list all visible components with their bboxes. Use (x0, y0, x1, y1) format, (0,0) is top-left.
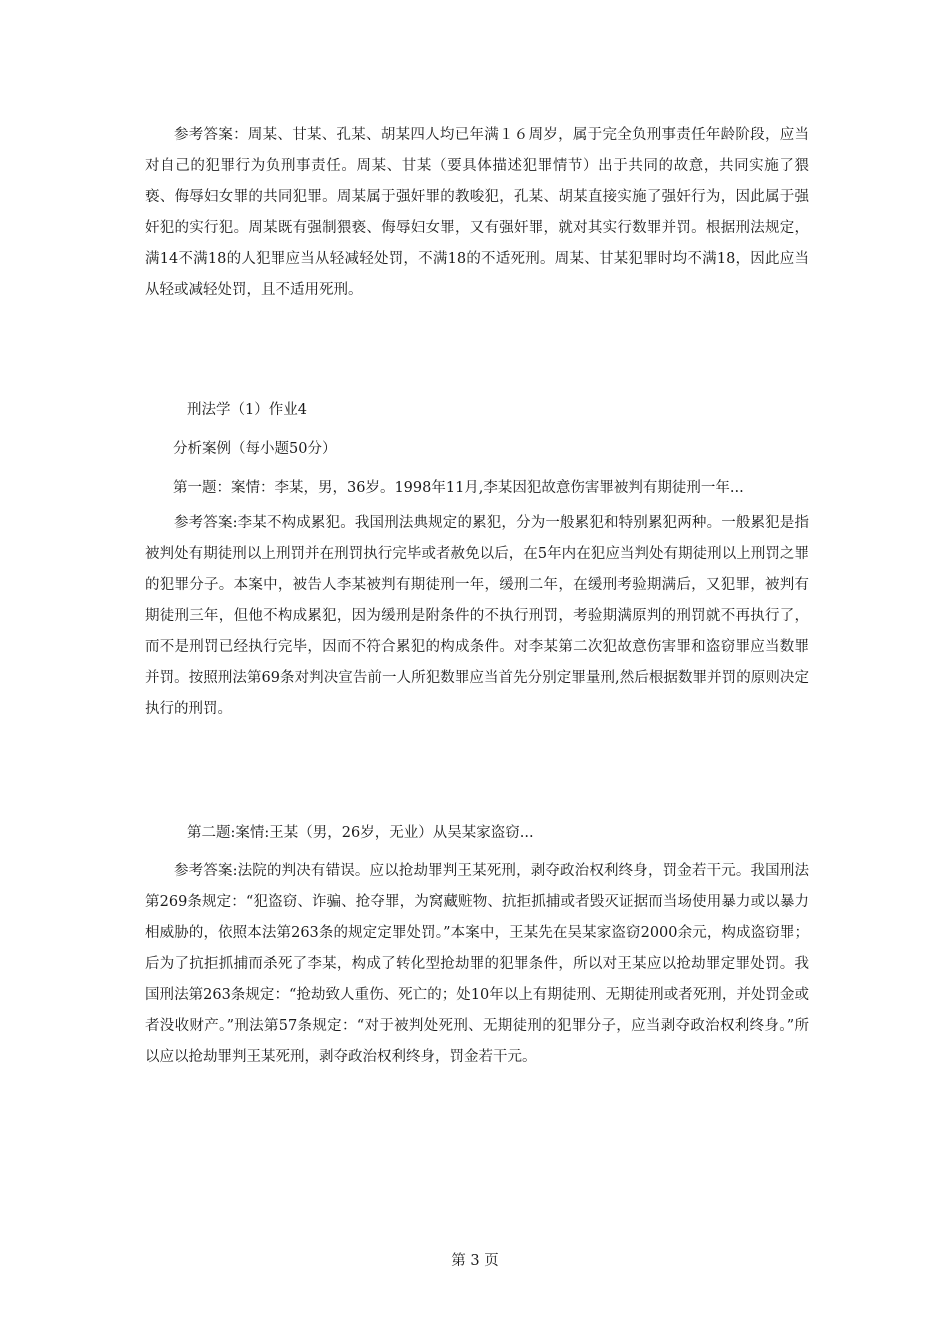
section-title: 刑法学（1）作业4 (187, 402, 307, 418)
question-2-answer: 参考答案:法院的判决有错误。应以抢劫罪判王某死刑，剥夺政治权利终身，罚金若干元。我国刑法第269条规定：“犯盗窃、诈骗、抢夺罪，为窝藏赃物、抗拒抓捕或者毁灭证据而当场使用暴力或以暴力相威胁的，依照本法第263条的规定定罪处罚。”本案中，王某先在吴某家盗窃2000余元，构成盗窃罪；后为了抗拒抓捕而杀死了李某，构成了转化型抢劫罪的犯罪条件，所以对王某应以抢劫罪定罪处罚。我国刑法第263条规定：“抢劫致人重伤、死亡的；处10年以上有期徒刑、无期徒刑或者死刑，并处罚金或者没收财产。”刑法第57条规定：“对于被判处死刑、无期徒刑的犯罪分子，应当剥夺政治权利终身。”所以应以抢劫罪判王某死刑，剥夺政治权利终身，罚金若干元。 (145, 863, 809, 1065)
question-1-case: 第一题：案情：李某，男，36岁。1998年11月,李某因犯故意伤害罪被判有期徒刑一年... (173, 480, 744, 496)
page-number: 第 3 页 (451, 1253, 499, 1269)
answer-paragraph-1: 参考答案：周某、甘某、孔某、胡某四人均已年满１６周岁，属于完全负刑事责任年龄阶段，应当对自己的犯罪行为负刑事责任。周某、甘某（要具体描述犯罪情节）出于共同的故意，共同实施了猥亵、侮辱妇女罪的共同犯罪。周某属于强奸罪的教唆犯，孔某、胡某直接实施了强奸行为，因此属于强奸犯的实行犯。周某既有强制猥亵、侮辱妇女罪，又有强奸罪，就对其实行数罪并罚。根据刑法规定，满14不满18的人犯罪应当从轻减轻处罚，不满18的不适死刑。周某、甘某犯罪时均不满18，因此应当从轻或减轻处罚，且不适用死刑。 (145, 127, 809, 298)
question-1-answer: 参考答案:李某不构成累犯。我国刑法典规定的累犯，分为一般累犯和特别累犯两种。一般累犯是指被判处有期徒刑以上刑罚并在刑罚执行完毕或者赦免以后，在5年内在犯应当判处有期徒刑以上刑罚之罪的犯罪分子。本案中，被告人李某被判有期徒刑一年，缓刑二年，在缓刑考验期满后，又犯罪，被判有期徒刑三年，但他不构成累犯，因为缓刑是附条件的不执行刑罚，考验期满原判的刑罚就不再执行了，而不是刑罚已经执行完毕，因而不符合累犯的构成条件。对李某第二次犯故意伤害罪和盗窃罪应当数罪并罚。按照刑法第69条对判决宣告前一人所犯数罪应当首先分别定罪量刑,然后根据数罪并罚的原则决定执行的刑罚。 (145, 515, 809, 717)
question-2-case: 第二题:案情:王某（男，26岁，无业）从吴某家盗窃... (187, 825, 534, 841)
section-subtitle: 分析案例（每小题50分） (173, 441, 337, 457)
